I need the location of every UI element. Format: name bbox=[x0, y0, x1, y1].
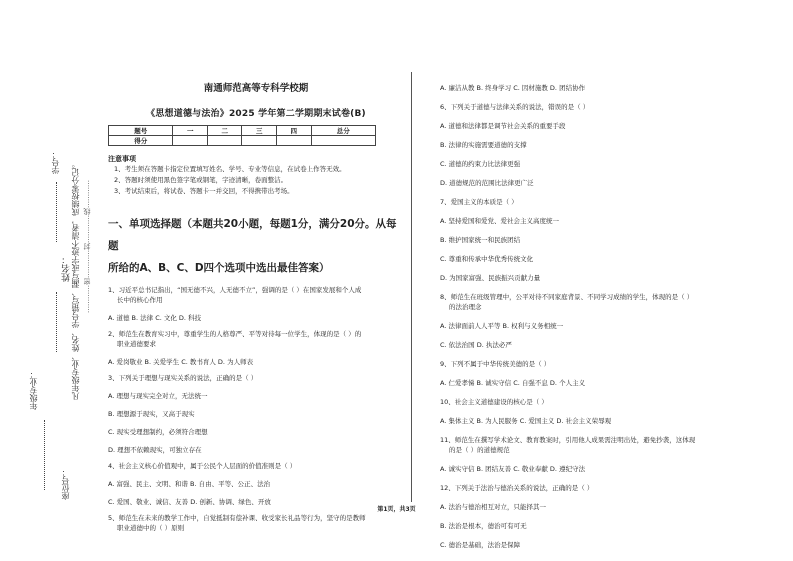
question-options: B. 维护国家统一和民族团结 bbox=[440, 236, 521, 244]
score-header-row bbox=[109, 126, 376, 136]
score-cell: 三 bbox=[242, 126, 277, 136]
score-cell: 二 bbox=[207, 126, 242, 136]
question-block bbox=[440, 273, 770, 283]
question-block bbox=[108, 409, 404, 419]
question-text-cont: 的法治理念 bbox=[449, 303, 482, 311]
question-options: D. 理想不依赖现实，可独立存在 bbox=[108, 446, 202, 454]
question-options: A. 爱岗敬业 B. 关爱学生 C. 教书育人 D. 为人师表 bbox=[108, 358, 254, 366]
score-table bbox=[108, 125, 376, 146]
question-options: D. 为国家富强、民族振兴贡献力量 bbox=[440, 274, 541, 282]
score-value-row bbox=[109, 136, 376, 146]
question-block bbox=[440, 83, 770, 93]
question-options: A. 法治与德治相互对立，只能择其一 bbox=[440, 503, 546, 511]
binding-warning: 凡年级专业、姓名、学号错写、漏写或字迹不清者，成绩按零分记。 bbox=[71, 160, 80, 400]
question-block bbox=[108, 285, 404, 323]
question-block bbox=[440, 435, 770, 474]
question-block bbox=[440, 540, 770, 550]
question-options: B. 法治是根本，德治可有可无 bbox=[440, 522, 527, 530]
column-divider bbox=[411, 72, 412, 502]
score-cell: 总分 bbox=[311, 126, 376, 136]
notes-heading: 注意事项 bbox=[108, 155, 136, 163]
question-block bbox=[440, 397, 770, 426]
question-block bbox=[108, 513, 404, 533]
section-heading bbox=[108, 213, 404, 279]
question-block bbox=[440, 102, 770, 131]
score-cell: 一 bbox=[173, 126, 208, 136]
question-text: 10、社会主义道德建设的核心是（ ） bbox=[440, 398, 548, 406]
seal-line-text: …………密…………封…………线………… bbox=[83, 180, 91, 313]
question-options: A. 道德和法律都是调节社会关系的重要手段 bbox=[440, 122, 566, 130]
question-text: 7、爱国主义的本质是（ ） bbox=[440, 198, 518, 206]
question-block bbox=[108, 445, 404, 455]
question-options: C. 现实受理想制约，必须符合理想 bbox=[108, 428, 208, 436]
score-cell: 四 bbox=[276, 126, 311, 136]
question-block bbox=[440, 140, 770, 150]
note-item: 1、考生须在答题卡指定位置填写姓名、学号、专业等信息，在试卷上作答无效。 bbox=[114, 165, 346, 173]
question-block bbox=[440, 178, 770, 188]
question-block bbox=[440, 292, 770, 331]
score-cell bbox=[276, 136, 311, 146]
score-cell: 题号 bbox=[109, 126, 173, 136]
question-block bbox=[440, 197, 770, 226]
question-options: A. 坚持爱国和爱党、爱社会主义高度统一 bbox=[440, 217, 559, 225]
right-column bbox=[440, 74, 770, 550]
question-options: C. 依法治国 D. 执法必严 bbox=[440, 341, 512, 349]
question-text: 5、师范生在未来的教学工作中，自觉抵制有偿补课、收受家长礼品等行为，坚守的是教师 bbox=[108, 514, 366, 522]
question-text-cont: 长中的核心作用 bbox=[117, 296, 163, 304]
name-line bbox=[56, 292, 57, 352]
student-no-label: 学号： bbox=[51, 150, 60, 174]
school-name: 南通师范高等专科学校期 bbox=[203, 83, 309, 94]
question-text: 2、师范生在教育实习中，尊重学生的人格尊严、平等对待每一位学生，体现的是（ ）的 bbox=[108, 330, 362, 338]
question-block bbox=[108, 427, 404, 437]
question-block bbox=[440, 340, 770, 350]
question-options: A. 仁爱孝悌 B. 诚实守信 C. 自强不息 D. 个人主义 bbox=[440, 379, 586, 387]
note-item: 3、考试结束后，将试卷、答题卡一并交回，不得携带出考场。 bbox=[114, 187, 294, 195]
question-block bbox=[440, 521, 770, 531]
question-options: A. 诚实守信 B. 团结友善 C. 敬业奉献 D. 遵纪守法 bbox=[440, 465, 586, 473]
score-cell bbox=[207, 136, 242, 146]
class-label: 年级专业： bbox=[29, 370, 38, 410]
question-options: B. 理想源于现实，又高于现实 bbox=[108, 410, 195, 418]
question-block bbox=[440, 235, 770, 245]
question-text: 12、下列关于法治与德治关系的说法，正确的是（ ） bbox=[440, 484, 594, 492]
question-options: A. 集体主义 B. 为人民服务 C. 爱国主义 D. 社会主义荣辱观 bbox=[440, 417, 612, 425]
question-text: 8、师范生在班级管理中，公平对待不同家庭背景、不同学习成绩的学生，体现的是（ ） bbox=[440, 293, 694, 301]
question-options: A. 廉洁从教 B. 终身学习 C. 因材施教 D. 团结协作 bbox=[440, 84, 586, 92]
right-question-list bbox=[440, 83, 770, 550]
note-item: 2、答题时须使用黑色签字笔或钢笔，字迹清晰，卷面整洁。 bbox=[114, 176, 288, 184]
class-line bbox=[44, 420, 45, 490]
question-options: C. 尊重和传承中华优秀传统文化 bbox=[440, 255, 534, 263]
question-options: B. 法律的实施需要道德的支撑 bbox=[440, 141, 527, 149]
score-cell: 得分 bbox=[109, 136, 173, 146]
question-options: A. 法律面前人人平等 B. 权利与义务相统一 bbox=[440, 322, 564, 330]
question-block bbox=[108, 329, 404, 367]
score-cell bbox=[242, 136, 277, 146]
question-text: 3、下列关于理想与现实关系的说法，正确的是（ ） bbox=[108, 374, 258, 382]
score-cell bbox=[311, 136, 376, 146]
question-text: 6、下列关于道德与法律关系的说法，错误的是（ ） bbox=[440, 103, 590, 111]
section-heading-line1: 一、单项选择题（本题共20小题，每题1分，满分20分。从每题 bbox=[108, 218, 397, 252]
question-block bbox=[440, 359, 770, 388]
question-text: 9、下列不属于中华传统美德的是（ ） bbox=[440, 360, 551, 368]
question-text-cont: 的是（ ）的道德规范 bbox=[449, 446, 510, 454]
question-text: 4、社会主义核心价值观中，属于公民个人层面的价值准则是（ ） bbox=[108, 462, 297, 470]
question-options: C. 德治是基础，法治是保障 bbox=[440, 541, 521, 549]
question-text: 1、习近平总书记指出，“国无德不兴，人无德不立”，强调的是（ ）在国家发展和个人成 bbox=[108, 286, 362, 294]
question-options: A. 富强、民主、文明、和谐 B. 自由、平等、公正、法治 bbox=[108, 480, 271, 488]
question-options: D. 道德规范的范围比法律更广泛 bbox=[440, 179, 534, 187]
left-question-list bbox=[108, 285, 404, 533]
question-block bbox=[108, 373, 404, 401]
page-footer: 第1页，共3页 bbox=[377, 506, 416, 513]
left-column bbox=[108, 78, 404, 533]
section-heading-line2: 所给的A、B、C、D四个选项中选出最佳答案） bbox=[108, 262, 330, 274]
question-options: A. 理想与现实完全对立，无法统一 bbox=[108, 392, 208, 400]
question-block bbox=[440, 159, 770, 169]
name-label: 姓名： bbox=[62, 255, 72, 282]
question-options: C. 道德的约束力比法律更强 bbox=[440, 160, 521, 168]
seat-label: 座位号： bbox=[61, 468, 70, 500]
question-options: C. 爱国、敬业、诚信、友善 D. 创新、协调、绿色、开放 bbox=[108, 498, 271, 506]
score-cell bbox=[173, 136, 208, 146]
question-options: A. 道德 B. 法律 C. 文化 D. 科技 bbox=[108, 314, 202, 322]
question-block bbox=[108, 461, 404, 489]
question-block bbox=[440, 254, 770, 264]
binding-margin bbox=[0, 0, 90, 561]
question-text-cont: 职业道德要求 bbox=[117, 340, 156, 348]
question-text-cont: 职业道德中的（ ）原则 bbox=[117, 524, 185, 532]
exam-title: 《思想道德与法治》2025 学年第二学期期末试卷(B) bbox=[146, 109, 366, 119]
question-text: 11、师范生在撰写学术论文、教育教案时，引用他人成果需注明出处，避免抄袭，这体现 bbox=[440, 436, 696, 444]
student-no-line bbox=[56, 182, 57, 242]
